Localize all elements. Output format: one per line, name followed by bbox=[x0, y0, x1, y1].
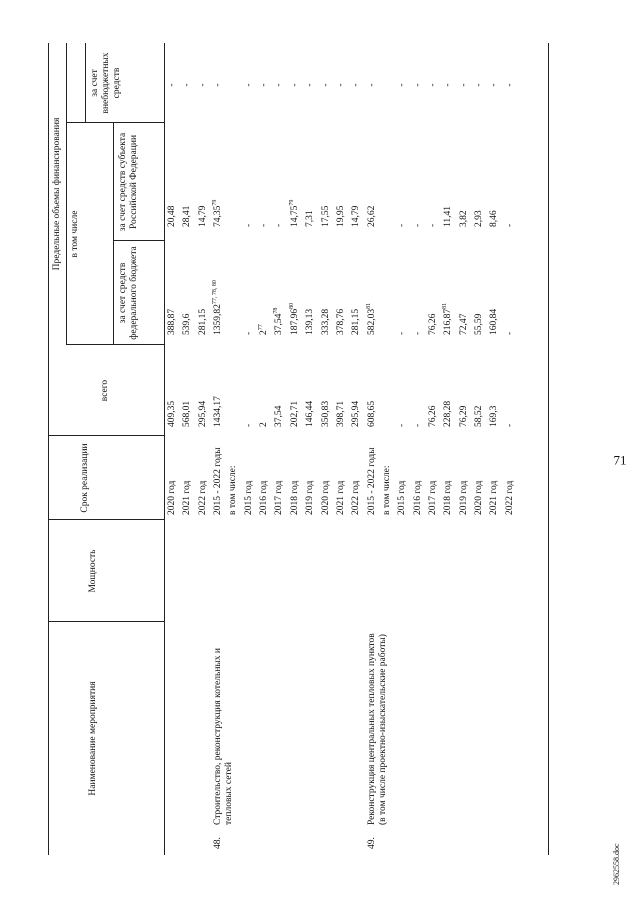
row-extra: - bbox=[243, 83, 254, 87]
in-that-rule bbox=[113, 123, 114, 345]
row-extra: - bbox=[182, 83, 193, 87]
row-total: 146,44 bbox=[305, 400, 316, 427]
regional-value: - bbox=[259, 223, 270, 227]
regional-value: - bbox=[504, 223, 515, 227]
footnote-ref: 77, 78, 80 bbox=[211, 280, 218, 305]
federal-value: 55,59 bbox=[474, 313, 484, 335]
footnote-ref: 79 bbox=[211, 199, 218, 206]
row-period: 2016 год bbox=[259, 480, 270, 515]
row-federal bbox=[367, 303, 378, 335]
federal-value: 139,13 bbox=[305, 308, 316, 335]
row-federal bbox=[336, 309, 347, 335]
federal-value: 281,15 bbox=[351, 308, 362, 335]
row-period: 2018 год bbox=[443, 480, 454, 515]
row-period: 2021 год bbox=[489, 480, 500, 515]
row-regional bbox=[397, 224, 408, 227]
federal-value: 1359,82 bbox=[213, 304, 224, 335]
row-extra: - bbox=[259, 83, 270, 87]
row-regional bbox=[474, 210, 485, 227]
regional-value: 14,79 bbox=[197, 205, 208, 227]
row-federal bbox=[213, 280, 224, 335]
row-total: 568,01 bbox=[182, 400, 193, 427]
footnote-ref: 78 bbox=[273, 307, 280, 314]
row-regional bbox=[443, 206, 454, 227]
row-total: 398,71 bbox=[335, 400, 346, 427]
federal-value: 281,15 bbox=[197, 308, 208, 335]
federal-value: 187,96 bbox=[289, 308, 300, 335]
row-period: 2015 год bbox=[397, 480, 408, 515]
row-total: 409,35 bbox=[167, 400, 177, 427]
regional-value: 2,93 bbox=[474, 210, 484, 227]
header-in-that: в том числе bbox=[70, 210, 80, 258]
regional-value: 11,41 bbox=[443, 205, 454, 227]
row-regional bbox=[367, 206, 378, 227]
row-extra: - bbox=[351, 83, 362, 87]
regional-value: 17,55 bbox=[320, 205, 331, 227]
regional-value: 7,31 bbox=[305, 210, 316, 227]
row-regional bbox=[413, 224, 424, 227]
row-federal bbox=[305, 309, 316, 335]
row-extra: - bbox=[335, 83, 346, 87]
header-bottom-rule bbox=[164, 43, 165, 855]
row-extra: - bbox=[197, 83, 208, 87]
footnote-ref: 77 bbox=[257, 324, 264, 331]
row-regional bbox=[336, 206, 347, 227]
regional-value: 14,75 bbox=[289, 205, 300, 227]
row-federal bbox=[274, 308, 285, 335]
row-federal bbox=[290, 303, 301, 335]
federal-value: 539,6 bbox=[182, 313, 193, 335]
row-extra: - bbox=[474, 83, 484, 87]
regional-value: 8,46 bbox=[489, 210, 500, 227]
row-federal bbox=[259, 324, 270, 335]
row-total: - bbox=[397, 423, 408, 427]
regional-value: - bbox=[397, 223, 408, 227]
row-federal bbox=[397, 332, 408, 335]
row-regional bbox=[505, 224, 516, 227]
federal-value: 2 bbox=[259, 330, 270, 335]
row-federal bbox=[198, 309, 209, 335]
row-extra: - bbox=[289, 83, 300, 87]
row-regional bbox=[198, 206, 209, 227]
row-period: 2016 год bbox=[412, 480, 423, 515]
row-federal bbox=[505, 332, 516, 335]
row-extra: - bbox=[167, 83, 177, 87]
federal-value: - bbox=[243, 331, 254, 335]
row-regional bbox=[290, 200, 301, 227]
row-federal bbox=[167, 309, 178, 335]
federal-value: - bbox=[397, 331, 408, 335]
row-total: 295,94 bbox=[351, 400, 362, 427]
regional-value: 3,82 bbox=[458, 210, 469, 227]
row-extra: - bbox=[397, 83, 408, 87]
row-regional bbox=[244, 224, 255, 227]
row-total: 295,94 bbox=[197, 400, 208, 427]
table-top-rule bbox=[48, 43, 49, 855]
row-total: 1434,17 bbox=[213, 396, 224, 427]
header-period: Срок реализации bbox=[80, 443, 90, 513]
row-period: 2015 - 2022 годы bbox=[366, 447, 377, 515]
footer-filename: 2962558.doc bbox=[612, 843, 621, 885]
row-regional bbox=[274, 224, 285, 227]
regional-value: 74,35 bbox=[213, 205, 224, 227]
sub-rule bbox=[85, 43, 86, 123]
row-extra: - bbox=[213, 83, 224, 87]
row-total: 202,71 bbox=[289, 400, 300, 427]
row-regional bbox=[213, 200, 224, 227]
header-capacity: Мощность bbox=[88, 549, 98, 593]
row-total: - bbox=[412, 423, 423, 427]
row-period: 2018 год bbox=[289, 480, 300, 515]
row-total: 608,65 bbox=[366, 400, 377, 427]
federal-value: 388,87 bbox=[167, 308, 177, 335]
header-divider bbox=[113, 240, 164, 241]
row-extra: - bbox=[366, 83, 377, 87]
row-total: 350,83 bbox=[320, 400, 331, 427]
row-total: 37,54 bbox=[274, 405, 285, 427]
federal-value: 216,87 bbox=[443, 308, 454, 335]
footnote-ref: 81 bbox=[365, 302, 372, 309]
row-federal bbox=[428, 314, 439, 335]
row-total: 169,3 bbox=[489, 405, 500, 427]
row-regional bbox=[167, 206, 178, 227]
row-federal bbox=[182, 314, 193, 335]
page-number: 71 bbox=[613, 452, 627, 468]
federal-value: 378,76 bbox=[335, 308, 346, 335]
row-period: 2015 - 2022 годы bbox=[213, 447, 224, 515]
footnote-ref: 81 bbox=[442, 302, 449, 309]
regional-value: 20,48 bbox=[167, 205, 177, 227]
regional-value: 14,79 bbox=[351, 205, 362, 227]
row-extra: - bbox=[504, 83, 515, 87]
row-regional bbox=[428, 224, 439, 227]
header-divider bbox=[48, 519, 164, 520]
header-limits: Предельные объемы финансирования bbox=[52, 117, 62, 271]
row-period: 2022 год bbox=[504, 480, 515, 515]
row-period: в том числе: bbox=[228, 465, 239, 515]
row-extra: - bbox=[458, 83, 469, 87]
row-period: 2022 год bbox=[197, 480, 208, 515]
federal-value: 333,28 bbox=[320, 308, 331, 335]
row-federal bbox=[351, 309, 362, 335]
header-federal: за счет средств федерального бюджета bbox=[118, 246, 139, 340]
row-federal bbox=[459, 314, 470, 335]
row-regional bbox=[305, 210, 316, 227]
regional-value: - bbox=[243, 223, 254, 227]
footnote-ref: 80 bbox=[288, 302, 295, 309]
row-total: 58,52 bbox=[474, 405, 484, 427]
row-regional bbox=[321, 206, 332, 227]
row-federal bbox=[321, 309, 332, 335]
row-federal bbox=[413, 332, 424, 335]
row-period: 2017 год bbox=[274, 480, 285, 515]
row-name: Реконструкция центральных тепловых пунктов (в том числе проектно-изыскательские работы) bbox=[366, 633, 388, 825]
federal-value: 37,54 bbox=[274, 313, 285, 335]
header-name: Наименование мероприятия bbox=[88, 681, 98, 796]
regional-value: 26,62 bbox=[366, 205, 377, 227]
footnote-ref: 79 bbox=[288, 199, 295, 206]
row-extra: - bbox=[443, 83, 454, 87]
federal-value: 76,26 bbox=[427, 313, 438, 335]
header-regional: за счет средств субъекта Российской Федерации bbox=[118, 132, 139, 232]
row-period: 2020 год bbox=[474, 480, 484, 515]
row-period: 2021 год bbox=[182, 480, 193, 515]
row-total: 76,26 bbox=[427, 405, 438, 427]
row-regional bbox=[259, 224, 270, 227]
row-regional bbox=[351, 206, 362, 227]
row-extra: - bbox=[489, 83, 500, 87]
row-total: 228,28 bbox=[443, 400, 454, 427]
row-regional bbox=[459, 210, 470, 227]
row-period: 2021 год bbox=[335, 480, 346, 515]
row-period: в том числе: bbox=[381, 465, 392, 515]
row-period: 2017 год bbox=[427, 480, 438, 515]
bottom-rule bbox=[548, 43, 549, 855]
row-period: 2022 год bbox=[351, 480, 362, 515]
row-regional bbox=[182, 206, 193, 227]
row-extra: - bbox=[412, 83, 423, 87]
row-federal bbox=[244, 332, 255, 335]
regional-value: - bbox=[274, 223, 285, 227]
row-total: - bbox=[243, 423, 254, 427]
row-extra: - bbox=[320, 83, 331, 87]
row-extra: - bbox=[274, 83, 285, 87]
regional-value: 19,95 bbox=[335, 205, 346, 227]
row-total: - bbox=[504, 423, 515, 427]
header-divider bbox=[48, 621, 164, 622]
row-federal bbox=[489, 309, 500, 335]
row-name: Строительство, реконструкция котельных и тепловых сетей bbox=[213, 648, 235, 825]
row-period: 2019 год bbox=[305, 480, 316, 515]
row-federal bbox=[474, 314, 485, 335]
regional-value: - bbox=[412, 223, 423, 227]
row-extra: - bbox=[427, 83, 438, 87]
federal-value: - bbox=[504, 331, 515, 335]
federal-value: 72,47 bbox=[458, 313, 469, 335]
header-extra: за счет внебюджетных средств bbox=[90, 52, 122, 114]
row-period: 2019 год bbox=[458, 480, 469, 515]
row-extra: - bbox=[305, 83, 316, 87]
row-period: 2020 год bbox=[320, 480, 331, 515]
row-period: 2020 год bbox=[167, 480, 177, 515]
regional-value: - bbox=[427, 223, 438, 227]
federal-value: - bbox=[412, 331, 423, 335]
row-total: 76,29 bbox=[458, 405, 469, 427]
regional-value: 28,41 bbox=[182, 205, 193, 227]
federal-value: 160,84 bbox=[489, 308, 500, 335]
row-period: 2015 год bbox=[243, 480, 254, 515]
row-number: 48. bbox=[213, 837, 224, 849]
limits-rule bbox=[66, 43, 67, 345]
row-total: 2 bbox=[259, 422, 270, 427]
header-total: всего bbox=[100, 379, 110, 402]
row-federal bbox=[443, 303, 454, 335]
row-regional bbox=[489, 210, 500, 227]
federal-value: 582,03 bbox=[366, 308, 377, 335]
row-number: 49. bbox=[366, 837, 377, 849]
